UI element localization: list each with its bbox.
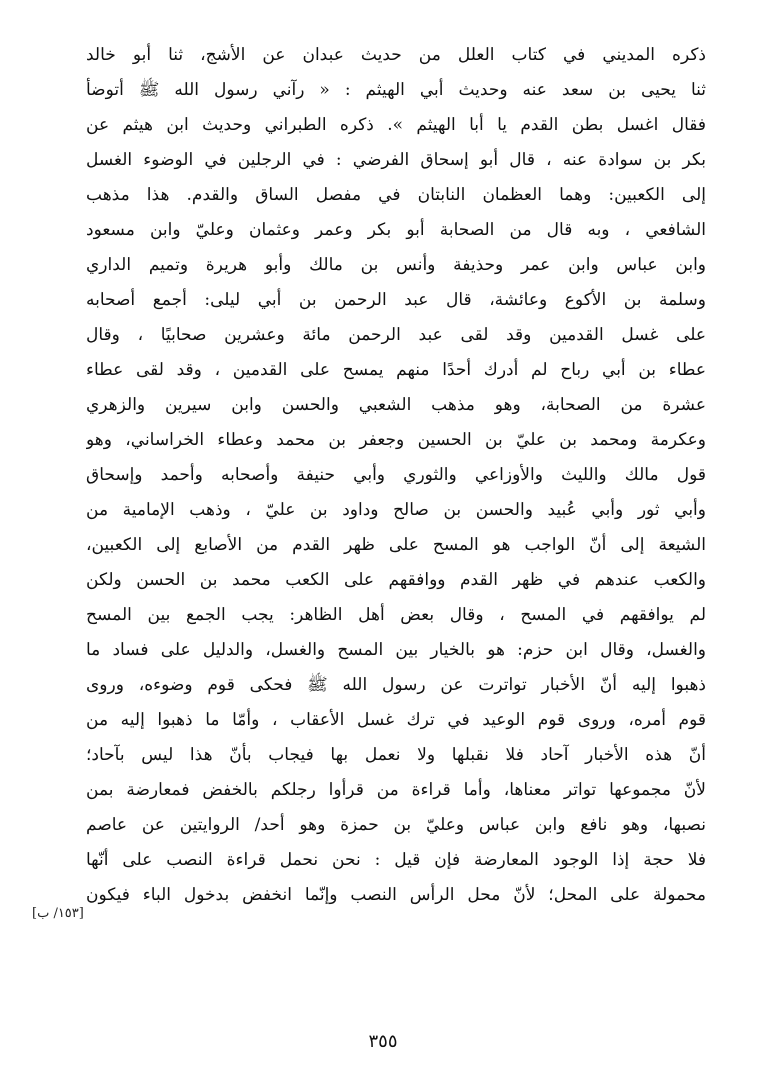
text-line: فقال اغسل بطن القدم يا أبا الهيثم ». ذكره الطبراني وحديث ابن هيثم عن xyxy=(86,115,706,135)
main-text-block xyxy=(86,38,706,913)
text-line: فلا حجة إذا الوجود المعارضة فإن قيل : نحن نحمل قراءة النصب على أنّها xyxy=(86,850,706,870)
text-line: بكر بن سوادة عنه ، قال أبو إسحاق الفرضي : في الرجلين في الوضوء الغسل xyxy=(86,150,706,170)
text-line: الشيعة إلى أنّ الواجب هو المسح على ظهر القدم من الأصابع إلى الكعبين، xyxy=(86,535,706,555)
text-line: وابن عباس وابن عمر وحذيفة وأنس بن مالك وأبو هريرة وتميم الداري xyxy=(86,255,706,275)
text-line: قوم أمره، وروى قوم الوعيد في ترك غسل الأعقاب ، وأمّا ما ذهبوا إليه من xyxy=(86,710,706,730)
text-line: وسلمة بن الأكوع وعائشة، قال عبد الرحمن بن أبي ليلى: أجمع أصحابه xyxy=(86,290,706,310)
manuscript-folio-note: [١٥٣/ ب] xyxy=(32,906,84,921)
text-line: لأنّ مجموعها تواتر معناها، وأما قراءة من قرأوا رجلكم بالخفض فمعارضة بمن xyxy=(86,780,706,800)
text-line: ذهبوا إليه أنّ الأخبار تواترت عن رسول الله ﷺ فحكى قوم وضوءه، وروى xyxy=(86,675,706,695)
text-line: إلى الكعبين: وهما العظمان النابتان في مفصل الساق والقدم. هذا مذهب xyxy=(86,185,706,205)
text-line: الشافعي ، وبه قال من الصحابة أبو بكر وعمر وعثمان وعليّ وابن مسعود xyxy=(86,220,706,240)
text-line: عشرة من الصحابة، وهو مذهب الشعبي والحسن وابن سيرين والزهري xyxy=(86,395,706,415)
text-line: والغسل، وقال ابن حزم: هو بالخيار بين المسح والغسل، والدليل على فساد ما xyxy=(86,640,706,660)
text-line: عطاء بن أبي رباح لم أدرك أحدًا منهم يمسح على القدمين ، وقد لقى عطاء xyxy=(86,360,706,380)
text-line: أنّ هذه الأخبار آحاد فلا نقبلها ولا نعمل بها فيجاب بأنّ هذا ليس بآحاد؛ xyxy=(86,745,706,765)
text-line: محمولة على المحل؛ لأنّ محل الرأس النصب وإنّما انخفض بدخول الباء فيكون xyxy=(86,885,706,905)
page-number: ٣٥٥ xyxy=(368,1031,398,1052)
text-line: نصبها، وهو نافع وابن عباس وعليّ بن حمزة وهو أحد/ الروايتين عن عاصم xyxy=(86,815,706,835)
text-line: ذكره المديني في كتاب العلل من حديث عبدان عن الأشج، ثنا أبو خالد xyxy=(86,45,706,65)
text-line: قول مالك والليث والأوزاعي والثوري وأبي حنيفة وأصحابه وأحمد وإسحاق xyxy=(86,465,706,485)
text-line: وعكرمة ومحمد بن عليّ بن الحسين وجعفر بن محمد وعطاء الخراساني، وهو xyxy=(86,430,706,450)
text-line: على غسل القدمين وقد لقى عبد الرحمن مائة وعشرين صحابيًا ، وقال xyxy=(86,325,706,345)
text-line: ثنا يحيى بن سعد عنه وحديث أبي الهيثم : « رآني رسول الله ﷺ أتوضأ xyxy=(86,80,706,100)
text-line: والكعب عندهم في ظهر القدم ووافقهم على الكعب محمد بن الحسن ولكن xyxy=(86,570,706,590)
text-line: وأبي ثور وأبي عُبيد والحسن بن صالح وداود بن عليّ ، وذهب الإمامية من xyxy=(86,500,706,520)
text-line: لم يوافقهم في المسح ، وقال بعض أهل الظاهر: يجب الجمع بين المسح xyxy=(86,605,706,625)
